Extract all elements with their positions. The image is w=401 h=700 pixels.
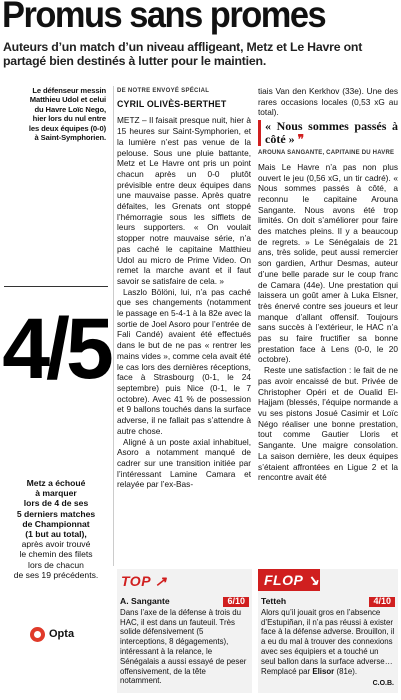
left-sidebar [0,86,112,664]
stat-line: (1 but au total), [25,529,87,540]
article-paragraph: Laszlo Bölöni, lui, n’a pas caché que ses changements (notamment le passage en 5-4-1 à la 82e avec la sortie de Joel Asoro pour l’entrée de Fali Candé) avaient été effectués dans le but de ne pas « rentrer les mains vides », comme cela avait été le cas lors des dernières réceptions, face à Strasbourg (0-1, le 24 septembre) puis Nice (0-1, le 7 octobre). Avec 41 % de possession et 9 ballons touchés dans la surface adverse, il ne fallait pas s’attendre à autre chose. [117,286,251,436]
pull-quote-attribution: AROUNA SANGANTE, CAPITAINE DU HAVRE [258,150,395,157]
flop-player-row [261,597,395,607]
arrow-up-right-icon: ↗ [154,573,168,589]
flop-box-body [261,597,395,676]
top-player-text: Dans l’axe de la défense à trois du HAC, il est dans un fauteuil. Très solide défensivement (5 interceptions, 8 dégagements), intéressant à la relance, le Sénégalais a aussi essayé de peser offensivement, de la tête notamment. [120,607,247,686]
article-column-2 [258,86,398,483]
flop-player-name: Tetteh [261,596,287,606]
article-paragraph: Aligné à un poste axial inhabituel, Asoro a notamment manqué de cadrer sur une transition initiée par l’intéressant Lamine Camara et relayée par l’ex-Bas- [117,436,251,490]
stat-source [30,626,74,642]
stat-line: à marquer [35,488,77,499]
stat-line: lors de 4 de ses [23,498,89,509]
flop-player-text [261,608,395,677]
stat-line: lors de chacun [28,559,84,570]
flop-replacement-name: Elisor [312,666,335,676]
caption-line: les deux équipes (0-0) [28,123,106,133]
headline: Promus sans promes [2,0,326,35]
flop-text: Alors qu’il jouait gros en l’absence d’Estupiñan, il n’a pas réussi à exister face à la défense adverse. Brouillon, il a eu du mal à trouver des connexions avec ses équipiers et a touché un seul ballon dans la surface adverse… [261,607,395,666]
article-paragraph: tiais Van den Kerkhov (33e). Une des rares occasions locales (0,53 xG au total). [258,86,398,118]
author-initials: C.O.B. [372,680,394,687]
stat-description [4,478,108,580]
top-label [121,569,167,593]
big-stat-value: 4/5 [2,301,110,397]
stat-line: Metz a échoué [26,478,86,488]
photo-caption [0,86,112,142]
top-label-text: TOP [121,573,151,589]
article-paragraph: METZ – Il faisait presque nuit, hier à 15 heures sur Saint-Symphorien, et la lumière n’est pas venue de la pelouse. Sous une pluie battante, Metz et Le Havre ont pris un point chacun après un 0-0 plutôt prévisible entre deux équipes dans une mauvaise passe. Après quatre défaites, les Grenats ont stoppé l’hémorragie sous les sifflets de leurs supporters. « On voulait stopper notre mauvaise série, n’a pas caché le capitaine Matthieu Udol au micro de Prime Video. On remet la marche avant et il faut savoir se satisfaire de cela. » [117,115,251,286]
flop-player-rating: 4/10 [369,597,395,607]
stat-line: après avoir trouvé [21,539,91,550]
article-kicker: DE NOTRE ENVOYÉ SPÉCIAL [117,88,210,94]
article-byline: CYRIL OLIVÈS-BERTHET [117,98,227,109]
opta-logo-icon [30,627,45,642]
stat-line: 5 derniers matches [16,508,96,519]
caption-line: du Havre Loïc Nego, [34,104,106,114]
quote-marks-icon: ❞ [297,132,305,147]
caption-line: hier lors du nul entre [32,114,106,124]
article-paragraph: Reste une satisfaction : le fait de ne pas avoir encaissé de but. Privée de Christopher Opéri et de Oualid El-Hajjam (blessés, l’équipe normande a vu ses pistons Josué Casimir et Loïc Négo réaliser une bonne prestation, tout comme Gautier Lloris et Sangante. Une maigre consolation. La saison dernière, les deux équipes s’étaient affrontées en Ligue 2 et la rencontre avait été [258,365,398,483]
stat-divider [4,286,108,287]
caption-line: Matthieu Udol et celui [29,95,106,105]
top-box-body [120,597,249,686]
top-player-rating: 6/10 [223,597,249,607]
flop-label [258,569,320,591]
top-player-box [117,569,252,693]
arrow-down-right-icon: ↘ [307,572,320,588]
flop-replaced-prefix: Remplacé par [261,666,313,676]
top-player-name: A. Sangante [120,596,170,606]
article-paragraph: Mais Le Havre n’a pas non plus ouvert le jeu (0,56 xG, un tir cadré). « Nous sommes passés à côté, a reconnu le capitaine Arouna Sangante. Nous avons été trop limités. On doit s’améliorer pour faire des matches pleins. Il y a beaucoup de regrets. » Le Sénégalais de 21 ans, très solide, peut aussi remercier son gardien, Arthur Desmas, auteur d’une belle parade sur le coup franc de Camara (44e). Une prestation qui laissera un goût amer à Luka Elsner, très énervé contre ses joueurs et leur manque d’allant offensif. Toujours sans succès à l’extérieur, le HAC n’a pas su faire fructifier sa bonne prestation face à Lens (0-0, le 20 octobre). [258,161,398,365]
stat-line: de Championnat [22,518,90,529]
standfirst: Auteurs d’un match d’un niveau affligeant, Metz et Le Havre ont partagé bien destinés à lutter pour le maintien. [3,40,363,68]
column-divider [113,86,114,566]
pull-quote-text: « Nous sommes passés à côté » [265,119,398,147]
stat-source-label: Opta [49,628,75,640]
article-column-1 [117,86,251,490]
stat-line: de ses 19 précédents. [13,569,99,580]
flop-player-box [258,569,398,693]
stat-line: le chemin des filets [19,549,93,560]
top-player-row [120,597,249,607]
pull-quote-heading [258,120,398,146]
caption-line: à Saint-Symphorien. [34,133,106,143]
flop-label-text: FLOP [264,572,303,588]
flop-replaced-minute: (81e). [334,666,358,676]
caption-line: Le défenseur messin [32,86,106,95]
